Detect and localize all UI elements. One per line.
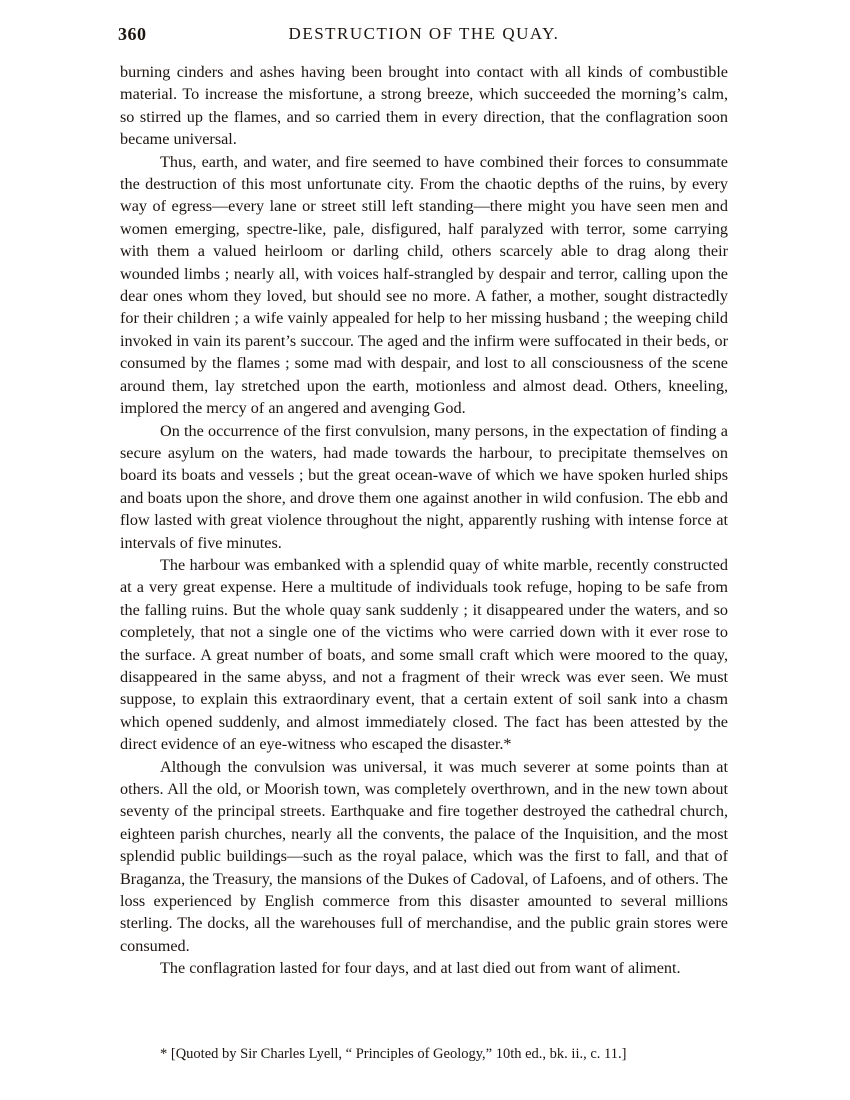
paragraph-conflagration: The conflagration lasted for four days, and at last died out from want of aliment. [160, 959, 681, 978]
body-text [120, 61, 728, 980]
paragraph-quay: The harbour was embanked with a splendid quay of white marble, recently constructed at a very great expense. Here a multitude of individuals took refuge, hoping to be safe from the falling ruins. But the whole quay sank suddenly ; it disappeared under the waters, and so completely, that not a single one of the victims who were carried down with it ever rose to the surface. A great number of boats, and some small craft which were moored to the quay, disappeared in the same abyss, and not a fragment of their wreck was ever seen. We must suppose, to explain this extraordinary event, that a certain extent of soil sank into a chasm which opened suddenly, and almost immediately closed. The fact has been attested by the direct evidence of an eye-witness who escaped the disaster.* [120, 555, 728, 754]
page-number: 360 [118, 24, 147, 44]
running-head [118, 24, 730, 52]
paragraph-destruction: Thus, earth, and water, and fire seemed to have combined their forces to consummate the destruction of this most unfortunate city. From the chaotic depths of the ruins, by every way of egress—every lane or street still left standing—there might you have seen men and women emerging, spectre-like, pale, disfigured, half paralyzed with terror, some carrying with them a valued heirloom or darling child, others scarcely able to drag along their wounded limbs ; nearly all, with voices half-strangled by despair and terror, calling upon the dear ones whom they loved, but should see no more. A father, a mother, sought distractedly for their children ; a wife vainly appealed for help to her missing husband ; the weeping child invoked in vain its parent’s succour. The aged and the infirm were suffocated in their beds, or consumed by the flames ; some mad with despair, and lost to all consciousness of the scene around them, lay stretched upon the earth, motionless and almost dead. Others, kneeling, implored the mercy of an angered and avenging God. [120, 152, 728, 418]
paragraph-losses: Although the convulsion was universal, it was much severer at some points than at others. All the old, or Moorish town, was completely overthrown, and in the new town about seventy of the principal streets. Earthquake and fire together destroyed the cathedral church, eighteen parish churches, nearly all the convents, the palace of the Inquisition, and the most splendid public buildings—such as the royal palace, which was the first to fall, and that of Braganza, the Treasury, the mansions of the Dukes of Cadoval, of Lafoens, and of others. The loss experienced by English commerce from this disaster amounted to several millions sterling. The docks, all the warehouses full of merchandise, and the public grain stores were consumed. [120, 757, 728, 955]
paragraph-continuation: burning cinders and ashes having been brought into contact with all kinds of combustible material. To increase the misfortune, a strong breeze, which succeeded the morning’s calm, so stirred up the flames, and so carried them in every direction, that the conflagration soon became universal. [120, 63, 728, 149]
footnote: * [Quoted by Sir Charles Lyell, “ Principles of Geology,” 10th ed., bk. ii., c. 11.] [160, 1046, 627, 1062]
paragraph-harbour-waves: On the occurrence of the first convulsion, many persons, in the expectation of finding a secure asylum on the waters, had made towards the harbour, to precipitate themselves on board its boats and vessels ; but the great ocean-wave of which we have spoken hurled ships and boats upon the shore, and drove them one against another in wild confusion. The ebb and flow lasted with great violence throughout the night, apparently rushing with intense force at intervals of five minutes. [120, 421, 728, 552]
running-title: DESTRUCTION OF THE QUAY. [288, 24, 560, 43]
